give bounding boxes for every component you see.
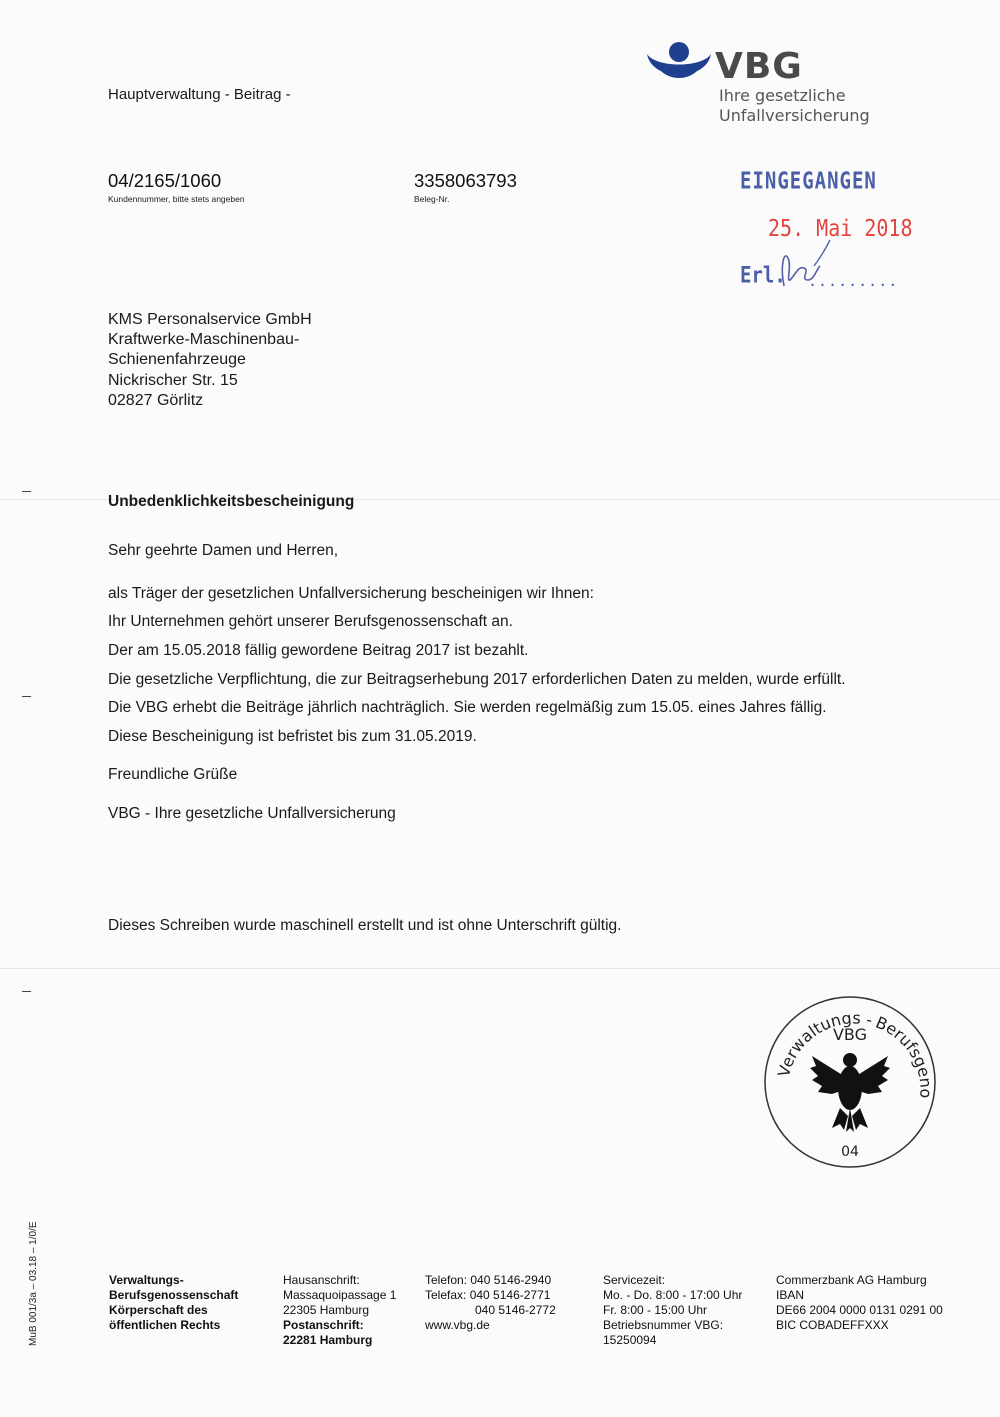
footer-phone-label: Telefon: [425, 1273, 468, 1287]
received-stamp-dots: ......... [808, 272, 899, 290]
footer-fax: 040 5146-2771 [469, 1288, 551, 1302]
recipient-line: Schienenfahrzeuge [108, 351, 246, 369]
footer-bank-name: Commerzbank AG Hamburg [776, 1273, 927, 1287]
seal-number: 04 [841, 1144, 859, 1160]
footer-org-column [109, 1273, 238, 1333]
footer-fax: 040 5146-2772 [475, 1303, 556, 1317]
footer-service-hours: Mo. - Do. 8:00 - 17:00 Uhr [603, 1288, 743, 1302]
fold-mark [22, 491, 31, 492]
handwritten-initials-signature [770, 236, 840, 296]
fold-mark [22, 991, 31, 992]
received-stamp-erl: Erl. [740, 263, 786, 289]
footer-house-city: 22305 Hamburg [283, 1303, 370, 1317]
footer-company-number: 15250094 [603, 1333, 657, 1347]
department-line: Hauptverwaltung - Beitrag - [108, 86, 291, 103]
footer-address-column [283, 1273, 396, 1348]
footer-org-line: öffentlichen Rechts [109, 1318, 221, 1332]
letter-closing: Freundliche Grüße [108, 766, 238, 783]
vbg-logo [644, 38, 884, 128]
document-number: 3358063793 [414, 170, 517, 191]
document-number-block [414, 170, 517, 204]
letter-paragraph: Ihr Unternehmen gehört unserer Berufsgenossenschaft an. [108, 613, 513, 630]
letter-subject: Unbedenklichkeitsbescheinigung [108, 493, 355, 510]
recipient-line: KMS Personalservice GmbH [108, 311, 312, 328]
logo-subtitle-line: Ihre gesetzliche [719, 86, 846, 105]
customer-number-label: Kundennummer, bitte stets angeben [108, 194, 245, 204]
footer-post-city: 22281 Hamburg [283, 1333, 373, 1347]
letter-paragraph: Der am 15.05.2018 fällig gewordene Beitrag 2017 ist bezahlt. [108, 642, 529, 659]
footer-contact-column [425, 1273, 556, 1333]
letter-paragraph: Diese Bescheinigung ist befristet bis zum 31.05.2019. [108, 728, 477, 745]
footer-company-number-label: Betriebsnummer VBG: [603, 1318, 724, 1332]
document-number-label: Beleg-Nr. [414, 194, 450, 204]
footer-service-hours: Fr. 8:00 - 15:00 Uhr [603, 1303, 708, 1317]
customer-number: 04/2165/1060 [108, 170, 222, 191]
seal-name: VBG [832, 1025, 868, 1044]
letter-sender: VBG - Ihre gesetzliche Unfallversicherung [108, 805, 396, 822]
official-seal [760, 990, 940, 1170]
fold-line [0, 968, 1000, 969]
letter-paragraph: Die gesetzliche Verpflichtung, die zur Beitragserhebung 2017 erforderlichen Daten zu melden, wurde erfüllt. [108, 671, 846, 688]
logo-wordmark: VBG [715, 46, 803, 87]
seal-graphic [760, 990, 940, 1170]
footer-service-column [603, 1273, 742, 1348]
recipient-line: 02827 Görlitz [108, 391, 204, 409]
machine-generated-note: Dieses Schreiben wurde maschinell erstellt und ist ohne Unterschrift gültig. [108, 917, 622, 934]
received-stamp-title: EINGEGANGEN [740, 168, 877, 195]
footer-bic: BIC COBADEFFXXX [776, 1318, 889, 1332]
eagle-emblem-icon [810, 1053, 890, 1132]
punch-mark [22, 696, 31, 697]
footer-org-line: Berufsgenossenschaft [109, 1288, 239, 1302]
customer-number-block [108, 170, 245, 204]
recipient-line: Kraftwerke-Maschinenbau- [108, 331, 300, 349]
footer-org-line: Verwaltungs- [109, 1273, 184, 1287]
form-reference: MuB 001/3a – 03.18 – 1/0/E [28, 1221, 39, 1346]
recipient-address [108, 310, 312, 411]
vbg-logo-mark [644, 38, 716, 110]
footer-service-label: Servicezeit: [603, 1273, 666, 1287]
letter-paragraph: als Träger der gesetzlichen Unfallversicherung bescheinigen wir Ihnen: [108, 585, 594, 602]
logo-subtitle-line: Unfallversicherung [719, 106, 870, 125]
letter-salutation: Sehr geehrte Damen und Herren, [108, 542, 339, 559]
footer-bank-column [776, 1273, 943, 1333]
letter-paragraph: Die VBG erhebt die Beiträge jährlich nachträglich. Sie werden regelmäßig zum 15.05. eines Jahres fällig. [108, 699, 827, 716]
footer-org-line: Körperschaft des [109, 1303, 208, 1317]
logo-subtitle [719, 86, 870, 126]
footer-house-label: Hausanschrift: [283, 1273, 360, 1287]
recipient-line: Nickrischer Str. 15 [108, 371, 238, 389]
seal-arc-text: Verwaltungs -Berufsgeno [773, 1008, 936, 1099]
footer-iban-label: IBAN [776, 1288, 805, 1302]
footer-house-street: Massaquoipassage 1 [283, 1288, 397, 1302]
footer-phone: 040 5146-2940 [470, 1273, 552, 1287]
footer-fax-label: Telefax: [425, 1288, 467, 1302]
received-stamp-date: 25. Mai 2018 [768, 214, 913, 242]
footer-iban: DE66 2004 0000 0131 0291 00 [776, 1303, 943, 1317]
footer-post-label: Postanschrift: [283, 1318, 364, 1332]
footer-website-link[interactable]: www.vbg.de [425, 1318, 490, 1332]
